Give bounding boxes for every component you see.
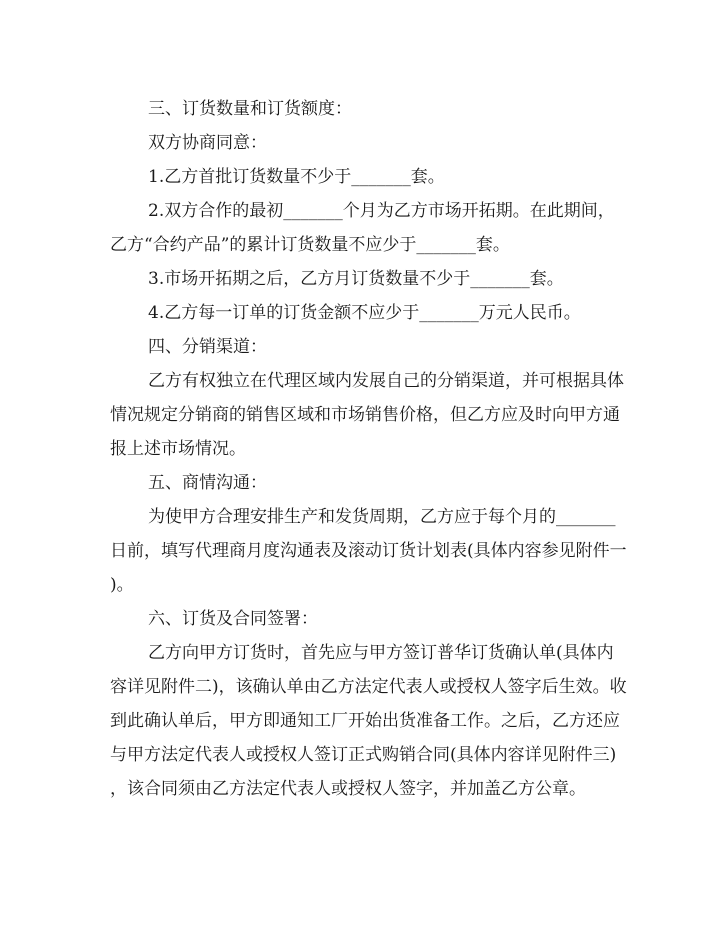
paragraph-line: 乙方有权独立在代理区域内发展自己的分销渠道，并可根据具体 [148, 371, 624, 391]
paragraph-line: 为使甲方合理安排生产和发货周期，乙方应于每个月的_______ [148, 507, 616, 527]
section-heading-3: 三、订货数量和订货额度： [148, 99, 352, 119]
paragraph-line: 日前，填写代理商月度沟通表及滚动订货计划表(具体内容参见附件一 [110, 541, 627, 561]
clause-item-3: 3.市场开拓期之后，乙方月订货数量不少于_______套。 [148, 269, 564, 289]
paragraph-line: ，该合同须由乙方法定代表人或授权人签字，并加盖乙方公章。 [110, 779, 586, 799]
paragraph-line: 双方协商同意： [148, 133, 267, 153]
paragraph-line: 乙方向甲方订货时，首先应与甲方签订普华订货确认单(具体内 [148, 643, 614, 663]
clause-item-2: 2.双方合作的最初_______个月为乙方市场开拓期。在此期间， [148, 201, 615, 221]
section-heading-4: 四、分销渠道： [148, 337, 267, 357]
clause-item-1: 1.乙方首批订货数量不少于_______套。 [148, 167, 445, 187]
paragraph-line: 容详见附件二)，该确认单由乙方法定代表人或授权人签字后生效。收 [110, 677, 627, 697]
paragraph-line: )。 [110, 575, 134, 595]
paragraph-line: 与甲方法定代表人或授权人签订正式购销合同(具体内容详见附件三) [110, 745, 617, 765]
paragraph-line: 到此确认单后，甲方即通知工厂开始出货准备工作。之后，乙方还应 [110, 711, 620, 731]
section-heading-5: 五、商情沟通： [148, 473, 267, 493]
section-heading-6: 六、订货及合同签署： [148, 609, 318, 629]
clause-item-4: 4.乙方每一订单的订货金额不应少于_______万元人民币。 [148, 303, 581, 323]
document-body [110, 92, 627, 806]
paragraph-line: 情况规定分销商的销售区域和市场销售价格，但乙方应及时向甲方通 [110, 405, 620, 425]
paragraph-line: 报上述市场情况。 [110, 439, 246, 459]
clause-item-2-continued: 乙方“合约产品”的累计订货数量不应少于_______套。 [110, 235, 510, 255]
